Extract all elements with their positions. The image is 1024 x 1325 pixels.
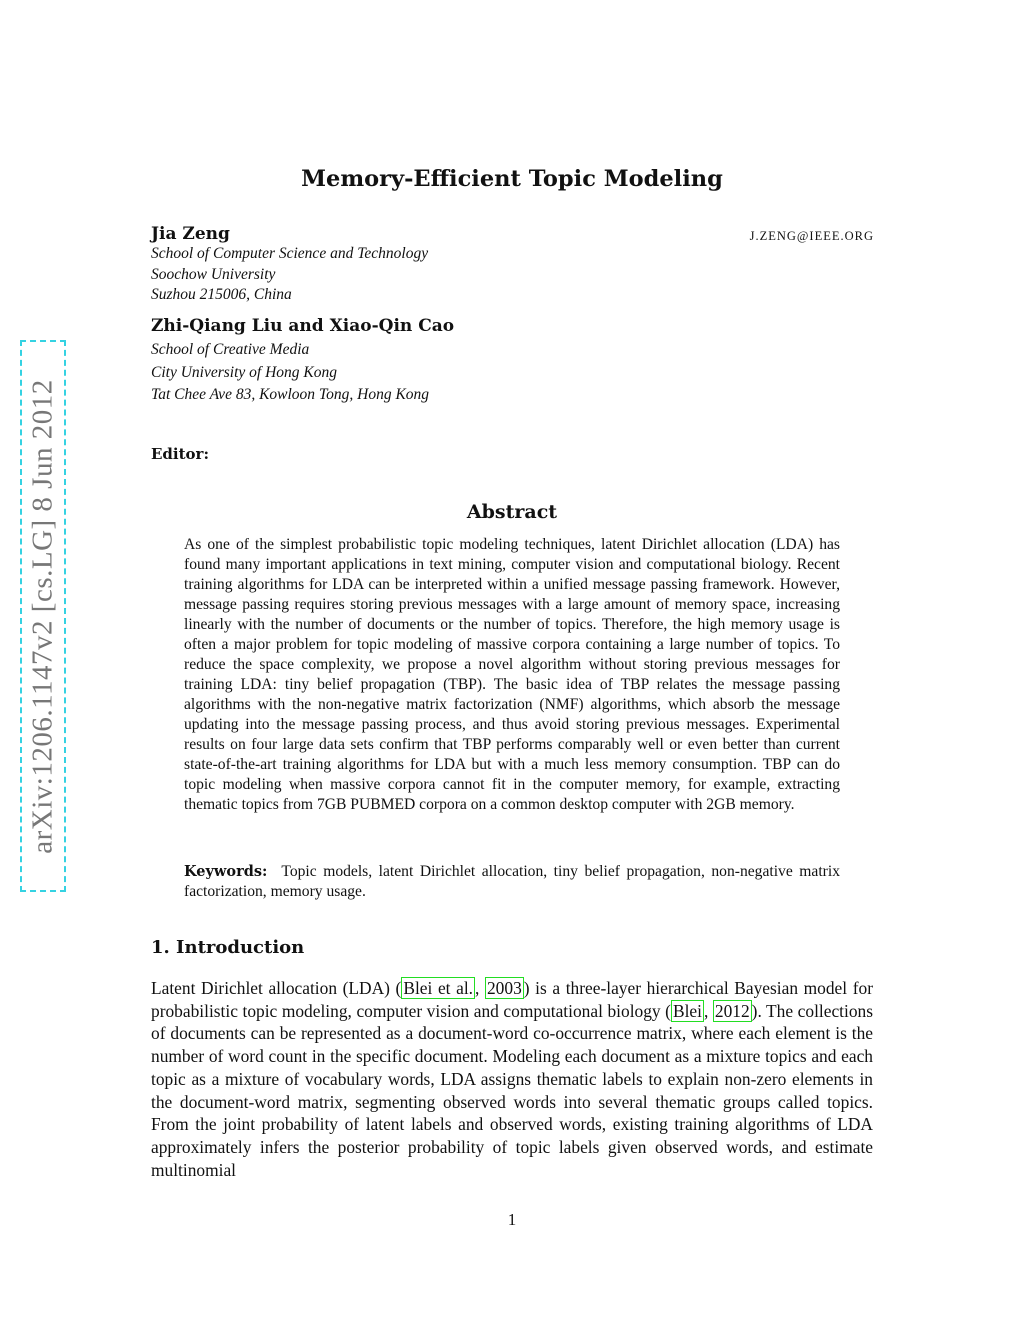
- section-heading: 1. Introduction: [151, 937, 305, 958]
- author-affiliation: Tat Chee Ave 83, Kowloon Tong, Hong Kong: [151, 386, 430, 403]
- paper-title: Memory-Efficient Topic Modeling: [301, 166, 723, 192]
- keywords-text: Topic models, latent Dirichlet allocation, tiny belief propagation, non-negative matrix factorization, memory usage.: [184, 863, 840, 900]
- citation-link[interactable]: Blei: [672, 1000, 702, 1021]
- arxiv-stamp-text: arXiv:1206.1147v2 [cs.LG] 8 Jun 2012: [26, 378, 59, 854]
- intro-text: ). The collections of documents can be represented as a document-word co-occurrence matrix, where each element is the number of word count in the specific document. Modeling each document as a mixture topics and each topic as a mixture of vocabulary words, LDA assigns thematic labels to explain non-zero elements in the document-word matrix, segmenting observed words into several thematic groups called topics. From the joint probability of latent labels and observed words, existing training algorithms of LDA approximately infers the posterior probability of topic labels given observed words, and estimate multinomial: [151, 1000, 873, 1180]
- editor-label: Editor:: [151, 445, 209, 463]
- citation-link[interactable]: 2003: [486, 978, 522, 998]
- keywords: [184, 862, 840, 902]
- author-name: Jia Zeng: [151, 224, 230, 244]
- author-affiliation: Soochow University: [151, 265, 276, 283]
- abstract-heading: Abstract: [466, 501, 558, 523]
- author-affiliation: Suzhou 215006, China: [151, 286, 292, 303]
- abstract-text: As one of the simplest probabilistic topic modeling techniques, latent Dirichlet allocation (LDA) has found many important applications in text mining, computer vision and computational biology. Recent training algorithms for LDA can be interpreted within a unified message passing framework. However, message passing requires storing previous messages with a large amount of memory space, increasing linearly with the number of documents or the number of topics. Therefore, the high memory usage is often a major problem for topic modeling of massive corpora containing a large number of topics. To reduce the space complexity, we propose a novel algorithm without storing previous messages for training LDA: tiny belief propagation (TBP). The basic idea of TBP relates the message passing algorithms with the non-negative matrix factorization (NMF) algorithms, which absorb the message updating into the message passing process, and thus avoid storing previous messages. Experimental results on four large data sets confirm that TBP performs comparably well or even better than current state-of-the-art training algorithms for LDA but with a much less memory consumption. TBP can do topic modeling when massive corpora cannot fit in the computer memory, for example, extracting thematic topics from 7GB PUBMED corpora on a common desktop computer with 2GB memory.: [184, 536, 840, 813]
- author-affiliation: School of Computer Science and Technology: [151, 245, 429, 262]
- author-affiliation: City University of Hong Kong: [151, 363, 337, 381]
- intro-text: ,: [475, 978, 485, 998]
- intro-paragraph: [151, 977, 873, 1181]
- author-email[interactable]: J.ZENG@IEEE.ORG: [749, 229, 874, 243]
- citation-link[interactable]: 2012: [714, 1000, 750, 1021]
- author-affiliation: School of Creative Media: [151, 341, 310, 358]
- author-name: Zhi-Qiang Liu and Xiao-Qin Cao: [151, 316, 455, 336]
- intro-text: ,: [703, 1000, 713, 1021]
- citation-link[interactable]: Blei et al.: [403, 978, 474, 998]
- author-block-2: [151, 316, 454, 407]
- author-block-1: [151, 224, 428, 306]
- intro-text: Latent Dirichlet allocation (LDA) (: [151, 978, 402, 998]
- intro-text: ) is a three-layer hierarchical Bayesian model for probabilistic topic modeling, computer vision and computational biology (: [151, 978, 873, 1021]
- page-number: 1: [507, 1210, 517, 1229]
- keywords-label: Keywords:: [184, 863, 268, 880]
- arxiv-side-stamp: [20, 340, 66, 892]
